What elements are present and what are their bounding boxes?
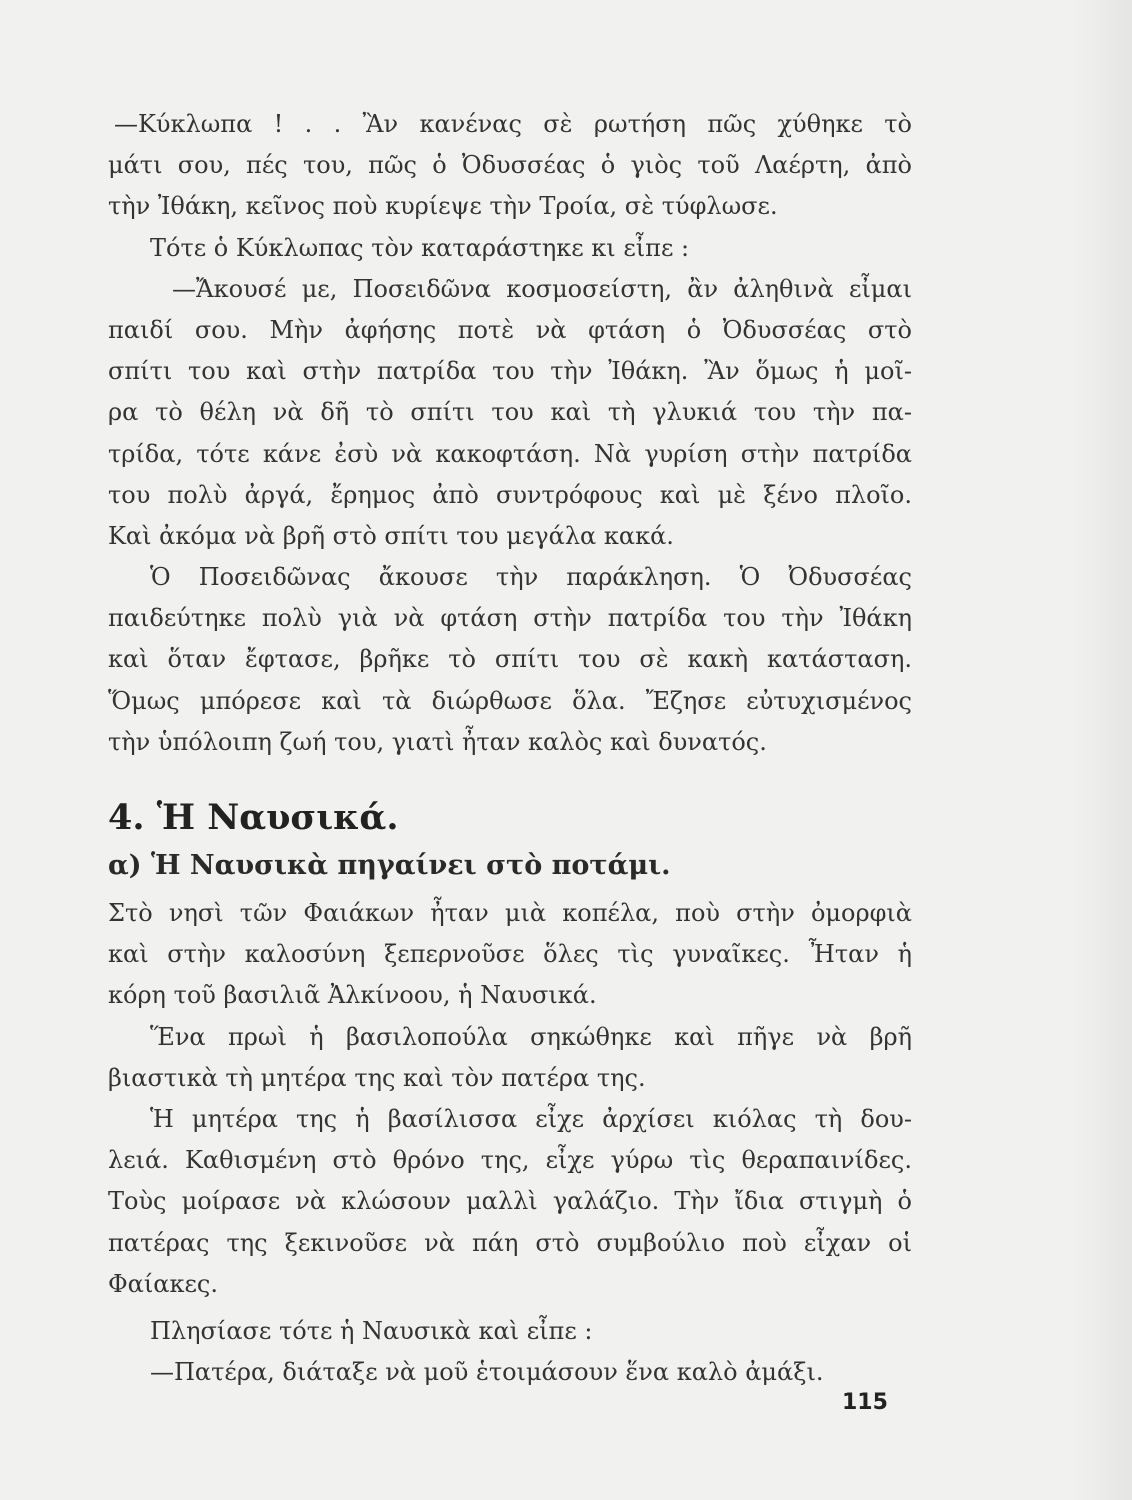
- text-line: Στὸ νησὶ τῶν Φαιάκων ἦταν μιὰ κοπέλα, ποὺ στὴν ὀμορφιὰ: [108, 899, 912, 927]
- text-line: σπίτι του καὶ στὴν πατρίδα του τὴν Ἰθάκη. Ἂν ὅμως ἡ μοῖ-: [108, 357, 912, 386]
- text-line: Ὅμως μπόρεσε καὶ τὰ διώρθωσε ὅλα. Ἔζησε εὐτυχισμένος: [108, 686, 912, 715]
- text-line: καὶ στὴν καλοσύνη ξεπερνοῦσε ὅλες τὶς γυναῖκες. Ἦταν ἡ: [108, 940, 912, 969]
- text-line: Ἡ μητέρα της ἡ βασίλισσα εἶχε ἀρχίσει κιόλας τὴ δου-: [150, 1104, 912, 1133]
- text-line: λειά. Καθισμένη στὸ θρόνο της, εἶχε γύρω τὶς θεραπαινίδες.: [108, 1146, 912, 1175]
- text-line: —Ἄκουσέ με, Ποσειδῶνα κοσμοσείστη, ἂν ἀληθινὰ εἶμαι: [172, 274, 912, 303]
- text-line: καὶ ὅταν ἔφτασε, βρῆκε τὸ σπίτι του σὲ κακὴ κατάσταση.: [108, 645, 912, 674]
- text-line: Τοὺς μοίρασε νὰ κλώσουν μαλλὶ γαλάζιο. Τὴν ἴδια στιγμὴ ὁ: [108, 1187, 912, 1216]
- text-line: Τότε ὁ Κύκλωπας τὸν καταράστηκε κι εἶπε :: [150, 233, 690, 262]
- text-line: —Κύκλωπα ! . . Ἂν κανένας σὲ ρωτήση πῶς χύθηκε τὸ: [114, 110, 912, 138]
- text-line: Πλησίασε τότε ἡ Ναυσικὰ καὶ εἶπε :: [150, 1316, 593, 1345]
- section-heading: 4. Ἡ Ναυσικά.: [108, 797, 399, 838]
- text-line: Φαίακες.: [108, 1269, 219, 1298]
- text-line: κόρη τοῦ βασιλιᾶ Ἀλκίνοου, ἡ Ναυσικά.: [108, 981, 597, 1010]
- text-line: τὴν ὑπόλοιπη ζωή του, γιατὶ ἦταν καλὸς καὶ δυνατός.: [108, 727, 767, 756]
- text-line: βιαστικὰ τὴ μητέρα της καὶ τὸν πατέρα της.: [108, 1063, 646, 1092]
- text-line: Καὶ ἀκόμα νὰ βρῆ στὸ σπίτι του μεγάλα κακά.: [108, 521, 674, 550]
- text-line: παιδεύτηκε πολὺ γιὰ νὰ φτάση στὴν πατρίδα του τὴν Ἰθάκη: [108, 604, 912, 633]
- text-line: —Πατέρα, διάταξε νὰ μοῦ ἑτοιμάσουν ἕνα καλὸ ἀμάξι.: [150, 1358, 824, 1387]
- text-line: τὴν Ἰθάκη, κεῖνος ποὺ κυρίεψε τὴν Τροία, σὲ τύφλωσε.: [108, 192, 778, 221]
- text-line: τρίδα, τότε κάνε ἐσὺ νὰ κακοφτάση. Νὰ γυρίση στὴν πατρίδα: [108, 439, 912, 468]
- text-line: του πολὺ ἀργά, ἔρημος ἀπὸ συντρόφους καὶ μὲ ξένο πλοῖο.: [108, 480, 912, 509]
- page-text: [108, 104, 912, 1393]
- text-line: παιδί σου. Μὴν ἀφήσης ποτὲ νὰ φτάση ὁ Ὀδυσσέας στὸ: [108, 315, 912, 344]
- text-line: Ὁ Ποσειδῶνας ἄκουσε τὴν παράκληση. Ὁ Ὀδυσσέας: [150, 563, 912, 592]
- text-line: ρα τὸ θέλη νὰ δῆ τὸ σπίτι του καὶ τὴ γλυκιά του τὴν πα-: [108, 398, 912, 427]
- text-line: πατέρας της ξεκινοῦσε νὰ πάη στὸ συμβούλιο ποὺ εἶχαν οἱ: [108, 1228, 912, 1257]
- text-line: Ἕνα πρωὶ ἡ βασιλοπούλα σηκώθηκε καὶ πῆγε νὰ βρῆ: [150, 1022, 912, 1051]
- page-number: 115: [842, 1390, 888, 1415]
- page-gutter-shadow: [1072, 0, 1132, 1500]
- text-line: μάτι σου, πές του, πῶς ὁ Ὀδυσσέας ὁ γιὸς τοῦ Λαέρτη, ἀπὸ: [108, 151, 912, 180]
- subsection-heading: α) Ἡ Ναυσικὰ πηγαίνει στὸ ποτάμι.: [108, 850, 671, 881]
